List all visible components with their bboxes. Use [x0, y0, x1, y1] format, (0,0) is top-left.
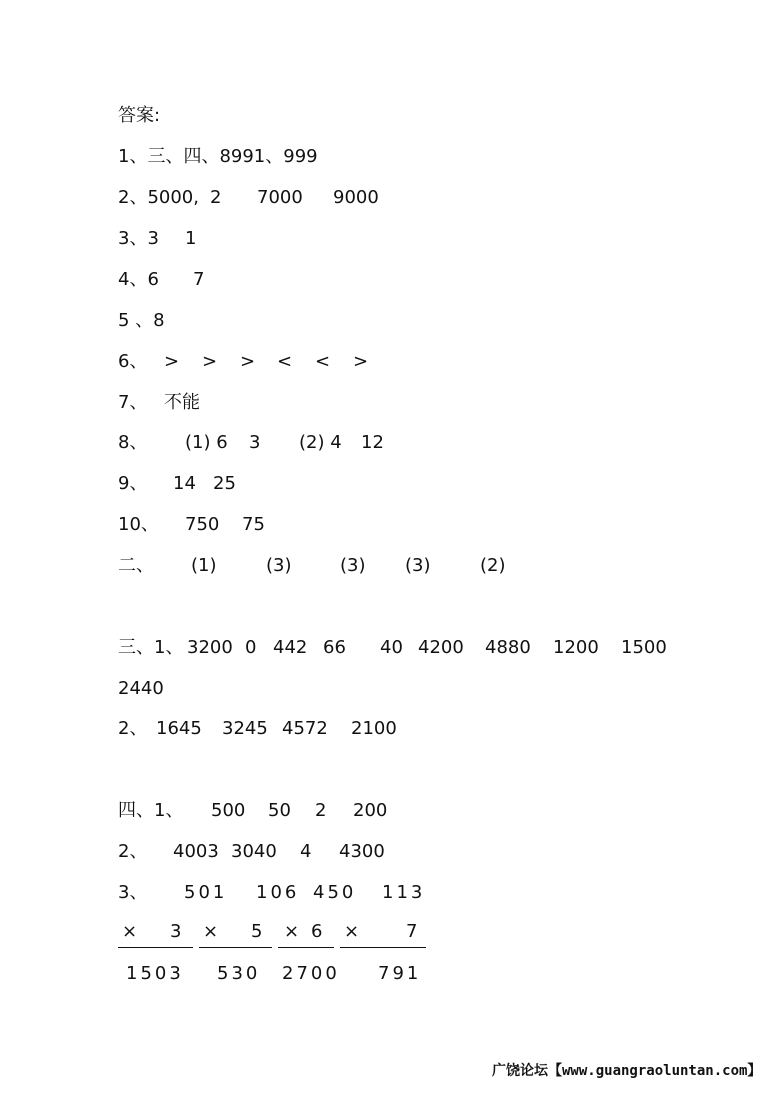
comparison-sign: < — [277, 351, 293, 372]
choice-answer: (3) — [266, 555, 292, 576]
answer-value: 4300 — [339, 841, 385, 862]
multiplicand: 106 — [256, 882, 300, 903]
multiplier-factor: 7 — [406, 921, 418, 942]
multiplier-cell — [278, 917, 334, 948]
answer-value: 3 — [249, 432, 261, 453]
answer-value: 442 — [273, 637, 308, 658]
answer-value: 4 — [300, 841, 312, 862]
answer-value: 2440 — [118, 678, 164, 699]
answer-text: 3、3 — [118, 228, 159, 249]
answer-value: 500 — [211, 800, 246, 821]
times-sign: × — [122, 921, 138, 942]
product: 2700 — [282, 963, 340, 984]
times-sign: × — [284, 921, 300, 942]
answer-value: 2100 — [351, 718, 397, 739]
answer-value: 1200 — [553, 637, 599, 658]
product: 791 — [378, 963, 422, 984]
answer-value: 4880 — [485, 637, 531, 658]
times-sign: × — [344, 921, 360, 942]
answer-text: 4、6 — [118, 269, 159, 290]
comparison-sign: > — [202, 351, 218, 372]
times-sign: × — [203, 921, 219, 942]
multiplier-cell — [199, 917, 272, 948]
choice-answer: (1) — [191, 555, 217, 576]
answer-value: (1) 6 — [185, 432, 228, 453]
multiplier-cell — [118, 917, 193, 948]
comparison-sign: > — [240, 351, 256, 372]
multiplicand: 450 — [313, 882, 357, 903]
answer-value: 4200 — [418, 637, 464, 658]
section-label: 三、1、 — [118, 637, 184, 658]
answer-text: 9、 — [118, 473, 148, 494]
answer-value: 4003 — [173, 841, 219, 862]
product: 1503 — [126, 963, 184, 984]
answer-text: 5 、8 — [118, 310, 165, 331]
answer-value: 75 — [242, 514, 265, 535]
answer-text: 6、 — [118, 351, 148, 372]
answer-value: 66 — [323, 637, 346, 658]
footer-watermark — [492, 1059, 761, 1083]
answer-value: 1645 — [156, 718, 202, 739]
answer-text: 7、 — [118, 392, 148, 413]
answer-text: 2、 — [118, 841, 148, 862]
answer-value: 2 — [315, 800, 327, 821]
multiplicand: 113 — [382, 882, 426, 903]
footer-site: 【www.guangraoluntan.com】 — [548, 1063, 762, 1079]
answer-value: 1500 — [621, 637, 667, 658]
answer-value: 1 — [185, 228, 197, 249]
product: 530 — [217, 963, 261, 984]
answer-text: 8、 — [118, 432, 148, 453]
comparison-sign: > — [353, 351, 369, 372]
answer-value: 9000 — [333, 187, 379, 208]
answer-value: 50 — [268, 800, 291, 821]
multiplier-factor: 6 — [311, 921, 323, 942]
multiplier-factor: 5 — [251, 921, 263, 942]
answer-value: 4572 — [282, 718, 328, 739]
answer-value: 0 — [245, 637, 257, 658]
answer-value: 12 — [361, 432, 384, 453]
answer-value: 200 — [353, 800, 388, 821]
answer-value: 7 — [193, 269, 205, 290]
comparison-sign: < — [315, 351, 331, 372]
answer-value: 3040 — [231, 841, 277, 862]
choice-answer: (3) — [340, 555, 366, 576]
footer-name: 广饶论坛 — [492, 1063, 548, 1079]
answer-value: 3200 — [187, 637, 233, 658]
section-label: 二、 — [118, 555, 154, 576]
section-label: 四、1、 — [118, 800, 184, 821]
comparison-sign: > — [164, 351, 180, 372]
answer-value: 750 — [185, 514, 220, 535]
choice-answer: (3) — [405, 555, 431, 576]
multiplicand: 501 — [184, 882, 228, 903]
answer-value: 25 — [213, 473, 236, 494]
answer-text: 2、 — [118, 718, 148, 739]
answer-value: 2 — [210, 187, 222, 208]
answer-value: 14 — [173, 473, 196, 494]
answer-text: 10、 — [118, 514, 159, 535]
answer-value: (2) 4 — [299, 432, 342, 453]
answer-value: 不能 — [164, 392, 200, 413]
title-text: 答案: — [118, 105, 161, 126]
choice-answer: (2) — [480, 555, 506, 576]
answer-value: 3245 — [222, 718, 268, 739]
multiplier-factor: 3 — [170, 921, 182, 942]
answer-text: 1、三、四、8991、999 — [118, 146, 318, 167]
answer-value: 40 — [380, 637, 403, 658]
answer-text: 3、 — [118, 882, 148, 903]
answer-text: 2、5000, — [118, 187, 199, 208]
multiplier-cell — [340, 917, 426, 948]
answer-value: 7000 — [257, 187, 303, 208]
